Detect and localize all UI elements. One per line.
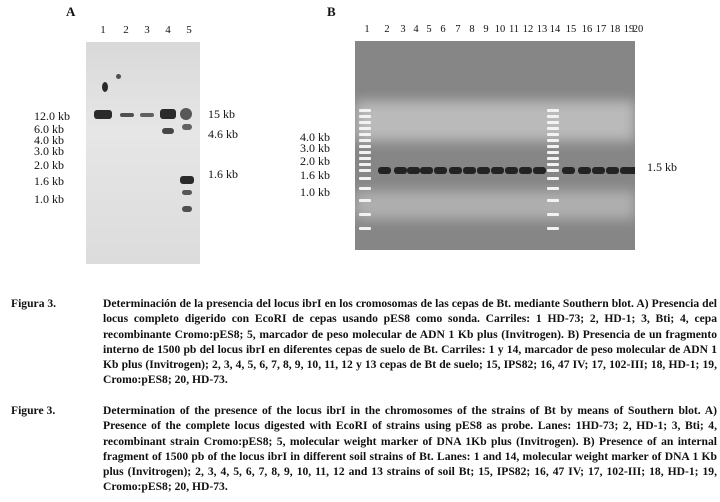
lane-number: 3 <box>400 24 406 35</box>
lane-number: 7 <box>455 24 461 35</box>
ladder-band <box>359 151 371 154</box>
ladder-band <box>547 213 559 216</box>
ladder-band <box>547 133 559 136</box>
gel-band <box>592 167 605 174</box>
caption-text: Determinación de la presencia del locus ibrI en los cromosomas de las cepas de Bt. mediante Southern blot. A) Presencia del locus completo digerido con EcoRI de cepas usando pES8 como sonda. Carriles: 1 HD-73; 2, HD-1; 3, Bti; 4, cepa recombinante Cromo:pES8; 5, marcador de peso molecular de ADN 1 Kb plus (Invitrogen). B) Presencia de un fragmento interno de 1500 pb del locus ibrI en diferentes cepas de suelo de Bt. Carriles: 1 y 14, marcador de peso molecular de ADN 1 Kb plus (Invitrogen); 2, 3, 4, 5, 6, 7, 8, 9, 10, 11, 12 y 13 cepas de Bt de suelo; 15, IPS82; 16, 47 IV; 17, 102-III; 18, HD-1; 19, Cromo:pES8; 20, HD-73. <box>103 297 717 387</box>
size-marker-label: 1.5 kb <box>647 160 677 174</box>
size-marker-label: 2.0 kb <box>34 158 64 172</box>
size-marker-label: 1.6 kb <box>34 174 64 188</box>
size-marker-label: 1.6 kb <box>300 168 330 182</box>
lane-number: 18 <box>609 24 621 35</box>
gel-band <box>407 167 420 174</box>
size-marker-label: 12.0 kb <box>34 109 70 123</box>
blot-band <box>180 176 194 184</box>
size-marker-label: 4.6 kb <box>208 127 238 141</box>
blot-band <box>160 109 176 119</box>
ladder-band <box>547 177 559 180</box>
ladder-band <box>547 139 559 142</box>
ladder-band <box>359 121 371 124</box>
agarose-gel-image <box>355 41 635 250</box>
gel-band <box>477 167 490 174</box>
blot-band <box>116 74 121 79</box>
lane-number: 16 <box>581 24 593 35</box>
gel-band <box>434 167 447 174</box>
gel-band <box>606 167 619 174</box>
lane-number: 8 <box>469 24 475 35</box>
ladder-band <box>359 133 371 136</box>
ladder-band <box>359 169 371 172</box>
gel-band <box>562 167 575 174</box>
lane-number: 13 <box>536 24 548 35</box>
size-marker-label: 1.0 kb <box>34 192 64 206</box>
lane-number: 11 <box>508 24 520 35</box>
blot-band <box>102 82 108 92</box>
lane-number: 3 <box>144 24 150 36</box>
lane-number: 14 <box>549 24 561 35</box>
ladder-band <box>359 187 371 190</box>
size-marker-label: 2.0 kb <box>300 154 330 168</box>
size-marker-label: 3.0 kb <box>34 144 64 158</box>
ladder-band <box>359 109 371 112</box>
lane-number: 5 <box>186 24 192 36</box>
size-marker-label: 3.0 kb <box>300 141 330 155</box>
gel-band <box>449 167 462 174</box>
blot-band <box>140 113 154 117</box>
lane-number: 6 <box>440 24 446 35</box>
lane-number: 20 <box>632 24 644 35</box>
panel-a-right-markers <box>208 108 268 188</box>
lane-number: 19 <box>623 24 635 35</box>
ladder-band <box>359 127 371 130</box>
ladder-band <box>547 199 559 202</box>
ladder-band <box>359 177 371 180</box>
ladder-band <box>359 145 371 148</box>
ladder-band <box>359 115 371 118</box>
size-marker-label: 4.0 kb <box>34 133 64 147</box>
ladder-band <box>547 115 559 118</box>
ladder-band <box>547 157 559 160</box>
blot-band <box>162 128 174 134</box>
blot-band <box>180 108 192 120</box>
lane-number: 9 <box>483 24 489 35</box>
panel-b-letter: B <box>327 4 336 19</box>
lane-number: 12 <box>522 24 534 35</box>
ladder-band <box>547 145 559 148</box>
blot-band <box>94 110 112 119</box>
lane-number: 1 <box>364 24 370 35</box>
gel-band <box>420 167 433 174</box>
blot-band <box>182 124 192 130</box>
ladder-band <box>547 109 559 112</box>
lane-number: 1 <box>100 24 106 36</box>
lane-number: 17 <box>595 24 607 35</box>
caption-text: Determination of the presence of the locus ibrI in the chromosomes of the strains of Bt by means of Southern blot. A) Presence of the complete locus digested with EcoRI of strains using pES8 as probe. Lanes: 1HD-73; 2, HD-1; 3, Bti; 4, recombinant strain Cromo:pES8; 5, molecular weight marker of DNA 1Kb plus (Invitrogen). B) Presence of an internal fragment of 1500 pb of the locus ibrI in different soil strains of Bt. Lanes: 1 and 14, molecular weight marker of DNA 1 Kb plus (Invitrogen); 2, 3, 4, 5, 6, 7, 8, 9, 10, 11, 12 and 13 strains of soil Bt; 15, IPS82; 16, 47 IV; 17, 102-III; 18, HD-1; 19, Cromo:pES8; 20, HD-73. <box>103 404 717 494</box>
lane-number: 4 <box>165 24 171 36</box>
caption-label: Figure 3. <box>11 404 56 417</box>
gel-glow <box>355 101 635 141</box>
ladder-band <box>547 163 559 166</box>
lane-number: 5 <box>426 24 432 35</box>
ladder-band <box>547 127 559 130</box>
gel-band <box>519 167 532 174</box>
gel-band <box>505 167 518 174</box>
lane-number: 4 <box>413 24 419 35</box>
ladder-band <box>547 169 559 172</box>
lane-number: 10 <box>494 24 506 35</box>
blot-band <box>182 206 192 212</box>
panel-b-left-markers <box>300 131 352 201</box>
size-marker-label: 1.6 kb <box>208 167 238 181</box>
panel-b-lane-numbers <box>0 24 720 38</box>
size-marker-label: 4.0 kb <box>300 130 330 144</box>
ladder-band <box>547 121 559 124</box>
ladder-band <box>547 151 559 154</box>
gel-glow <box>355 191 635 219</box>
ladder-band <box>359 139 371 142</box>
blot-band <box>120 113 134 117</box>
lane-number: 2 <box>123 24 129 36</box>
panel-a-letter: A <box>66 4 76 19</box>
ladder-band <box>359 199 371 202</box>
ladder-band <box>359 227 371 230</box>
blot-band <box>182 190 192 195</box>
caption-label: Figura 3. <box>11 297 57 310</box>
panel-a-left-markers <box>34 110 84 210</box>
gel-band <box>394 167 407 174</box>
ladder-band <box>359 157 371 160</box>
southern-blot-image <box>86 42 200 264</box>
gel-band <box>629 167 635 174</box>
lane-number: 15 <box>565 24 577 35</box>
gel-band <box>491 167 504 174</box>
size-marker-label: 6.0 kb <box>34 122 64 136</box>
lane-number: 2 <box>384 24 390 35</box>
ladder-band <box>359 163 371 166</box>
gel-band <box>578 167 591 174</box>
figure-caption-english <box>11 403 717 495</box>
figure-caption-spanish <box>11 296 717 388</box>
ladder-band <box>547 227 559 230</box>
ladder-band <box>547 187 559 190</box>
size-marker-label: 1.0 kb <box>300 185 330 199</box>
ladder-band <box>359 213 371 216</box>
size-marker-label: 15 kb <box>208 107 235 121</box>
gel-band <box>533 167 546 174</box>
gel-band <box>463 167 476 174</box>
gel-band <box>378 167 391 174</box>
